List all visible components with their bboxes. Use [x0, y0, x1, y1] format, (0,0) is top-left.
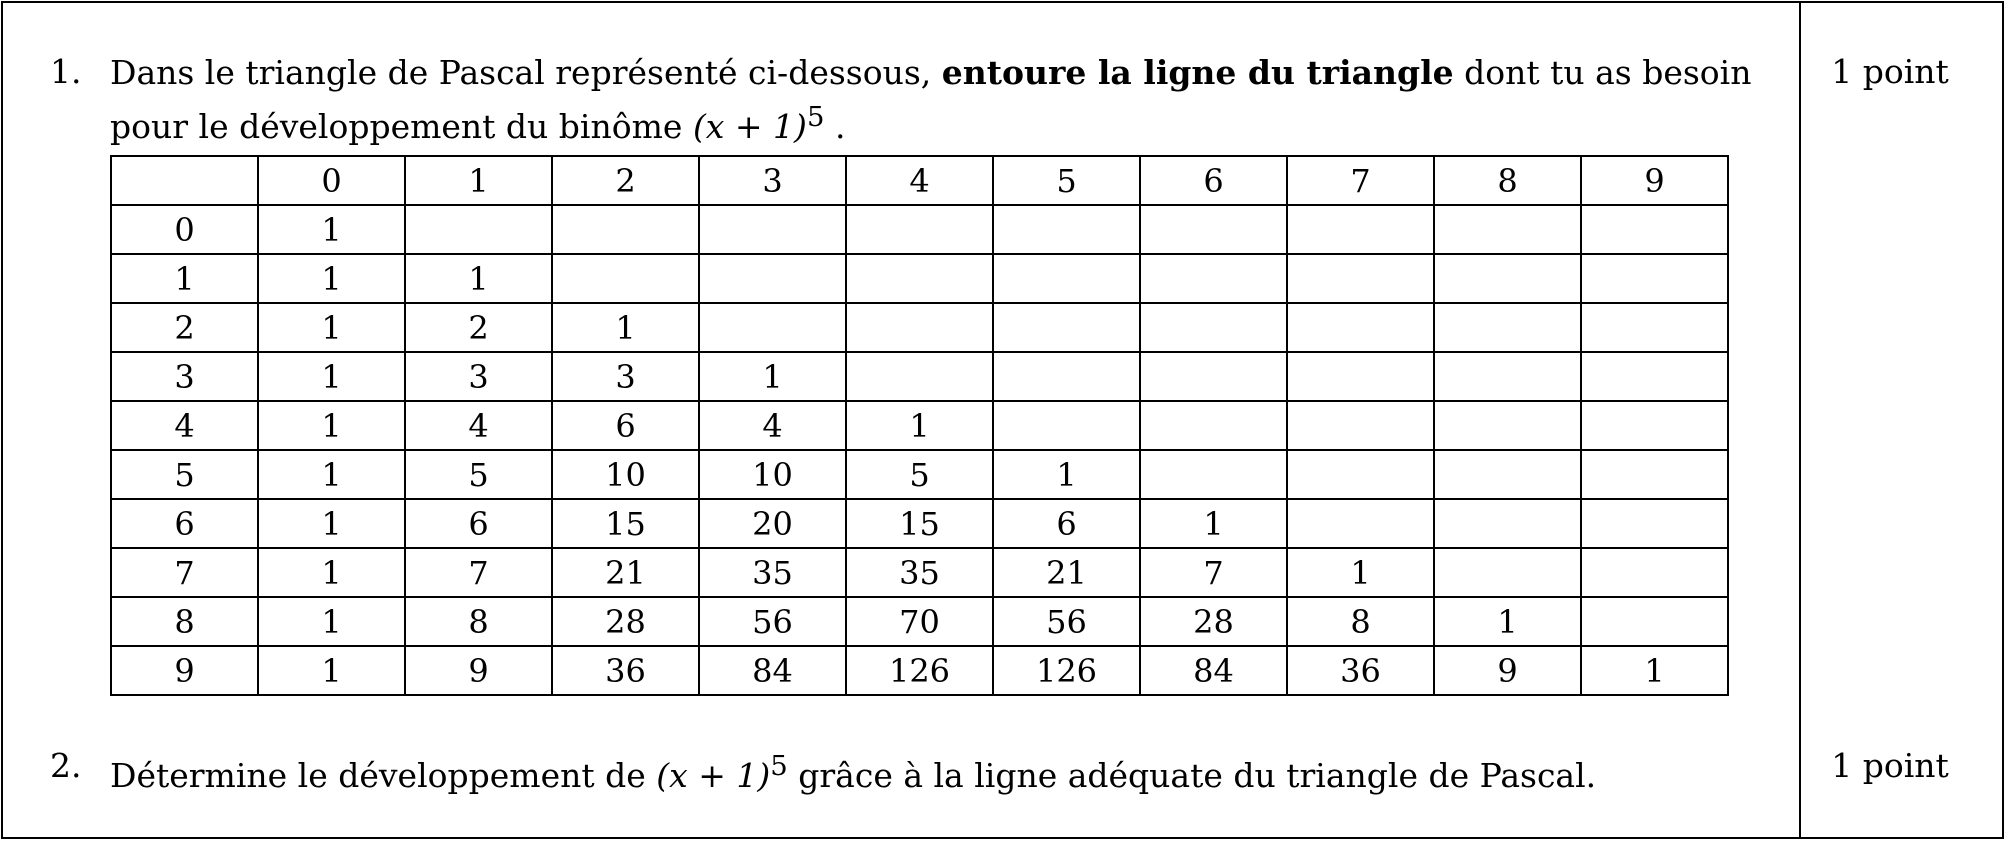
table-cell: 70 — [846, 597, 993, 646]
table-cell: 8 — [405, 597, 552, 646]
table-cell — [1140, 450, 1287, 499]
table-cell — [993, 352, 1140, 401]
table-cell: 6 — [405, 499, 552, 548]
table-cell — [1287, 352, 1434, 401]
column-header-cell: 2 — [552, 156, 699, 205]
question-1-binomial: (x + 1) — [692, 107, 807, 146]
table-cell: 7 — [405, 548, 552, 597]
table-cell: 3 — [552, 352, 699, 401]
table-cell: 4 — [699, 401, 846, 450]
question-2-number: 2. — [50, 746, 82, 785]
question-2-exponent: 5 — [770, 750, 788, 782]
table-cell: 21 — [993, 548, 1140, 597]
row-header-cell: 6 — [111, 499, 258, 548]
table-cell: 1 — [1287, 548, 1434, 597]
table-cell — [1581, 303, 1728, 352]
table-cell — [1140, 254, 1287, 303]
question-2-text-part2: grâce à la ligne adéquate du triangle de Pascal. — [798, 756, 1597, 795]
table-cell: 1 — [258, 254, 405, 303]
table-cell — [1581, 254, 1728, 303]
table-cell: 1 — [258, 646, 405, 695]
question-1-period: . — [834, 107, 846, 146]
row-header-cell: 3 — [111, 352, 258, 401]
table-cell: 2 — [405, 303, 552, 352]
column-header-cell: 1 — [405, 156, 552, 205]
table-cell: 6 — [993, 499, 1140, 548]
table-cell: 84 — [1140, 646, 1287, 695]
table-row[interactable] — [111, 352, 1728, 401]
table-cell: 126 — [993, 646, 1140, 695]
table-cell: 56 — [993, 597, 1140, 646]
table-cell: 9 — [1434, 646, 1581, 695]
question-1-points: 1 point — [1831, 52, 1949, 91]
table-cell: 7 — [1140, 548, 1287, 597]
table-cell: 20 — [699, 499, 846, 548]
question-2-binomial: (x + 1) — [656, 756, 771, 795]
question-1-number: 1. — [50, 52, 82, 91]
table-cell — [1434, 401, 1581, 450]
column-header-cell: 0 — [258, 156, 405, 205]
table-cell — [993, 303, 1140, 352]
table-cell — [699, 254, 846, 303]
table-cell — [1434, 205, 1581, 254]
column-header-cell: 6 — [1140, 156, 1287, 205]
table-cell — [1434, 450, 1581, 499]
table-cell: 1 — [1140, 499, 1287, 548]
table-cell — [1434, 303, 1581, 352]
table-cell — [1581, 450, 1728, 499]
question-1-text-part1: Dans le triangle de Pascal représenté ci-dessous, — [110, 53, 932, 92]
table-cell — [1140, 303, 1287, 352]
table-cell — [1287, 499, 1434, 548]
column-header-cell: 8 — [1434, 156, 1581, 205]
table-cell — [993, 205, 1140, 254]
table-cell — [1581, 401, 1728, 450]
table-row[interactable] — [111, 205, 1728, 254]
table-cell: 21 — [552, 548, 699, 597]
table-cell — [1581, 597, 1728, 646]
table-cell — [846, 352, 993, 401]
table-cell: 1 — [699, 352, 846, 401]
column-header-cell: 9 — [1581, 156, 1728, 205]
table-cell — [552, 254, 699, 303]
column-header-cell: 7 — [1287, 156, 1434, 205]
table-cell — [1287, 450, 1434, 499]
row-header-cell: 4 — [111, 401, 258, 450]
table-cell — [1140, 401, 1287, 450]
table-cell: 126 — [846, 646, 993, 695]
table-cell: 4 — [405, 401, 552, 450]
table-cell: 8 — [1287, 597, 1434, 646]
question-1-bold-instruction: entoure la ligne du triangle — [941, 53, 1454, 92]
table-cell: 36 — [552, 646, 699, 695]
table-cell: 1 — [258, 352, 405, 401]
question-1-exponent: 5 — [806, 101, 825, 133]
question-1-text — [110, 50, 1780, 149]
table-cell: 35 — [699, 548, 846, 597]
table-row[interactable] — [111, 548, 1728, 597]
row-header-cell: 8 — [111, 597, 258, 646]
column-header-cell: 5 — [993, 156, 1140, 205]
table-cell: 5 — [846, 450, 993, 499]
table-row[interactable] — [111, 254, 1728, 303]
row-header-cell: 2 — [111, 303, 258, 352]
table-row[interactable] — [111, 401, 1728, 450]
table-cell: 36 — [1287, 646, 1434, 695]
table-cell — [846, 303, 993, 352]
table-cell — [846, 205, 993, 254]
table-cell: 1 — [258, 450, 405, 499]
table-cell — [405, 205, 552, 254]
table-cell: 6 — [552, 401, 699, 450]
table-cell — [552, 205, 699, 254]
row-header-cell: 5 — [111, 450, 258, 499]
table-row[interactable] — [111, 597, 1728, 646]
question-2-text-part1: Détermine le développement de — [110, 756, 646, 795]
column-header-cell: 4 — [846, 156, 993, 205]
table-cell — [1434, 499, 1581, 548]
pascal-triangle-table — [110, 155, 1729, 696]
table-cell: 56 — [699, 597, 846, 646]
table-row[interactable] — [111, 646, 1728, 695]
table-cell — [1140, 352, 1287, 401]
table-cell: 15 — [552, 499, 699, 548]
table-cell: 10 — [699, 450, 846, 499]
table-cell: 5 — [405, 450, 552, 499]
table-cell — [1581, 499, 1728, 548]
table-cell: 1 — [258, 205, 405, 254]
table-cell: 1 — [258, 597, 405, 646]
question-2-points: 1 point — [1831, 746, 1949, 785]
table-cell — [1434, 548, 1581, 597]
table-cell: 1 — [258, 401, 405, 450]
column-header-cell — [111, 156, 258, 205]
table-cell — [1434, 254, 1581, 303]
pascal-table-body — [111, 156, 1728, 695]
table-cell: 15 — [846, 499, 993, 548]
table-cell: 1 — [846, 401, 993, 450]
table-cell: 28 — [552, 597, 699, 646]
table-cell: 1 — [993, 450, 1140, 499]
row-header-cell: 9 — [111, 646, 258, 695]
table-cell: 3 — [405, 352, 552, 401]
table-cell: 1 — [258, 499, 405, 548]
table-cell — [1581, 205, 1728, 254]
row-header-cell: 1 — [111, 254, 258, 303]
table-cell — [699, 303, 846, 352]
table-cell — [1287, 205, 1434, 254]
table-cell: 35 — [846, 548, 993, 597]
table-cell — [1581, 548, 1728, 597]
table-cell: 9 — [405, 646, 552, 695]
question-1-text-part2: dont tu as besoin pour le développement du binôme — [110, 53, 1752, 146]
table-cell — [1581, 352, 1728, 401]
points-column-divider — [1799, 1, 1801, 839]
table-cell — [993, 254, 1140, 303]
table-cell — [1434, 352, 1581, 401]
table-header-row — [111, 156, 1728, 205]
table-cell — [1287, 303, 1434, 352]
table-cell: 10 — [552, 450, 699, 499]
table-cell — [1287, 254, 1434, 303]
table-row[interactable] — [111, 303, 1728, 352]
table-cell — [993, 401, 1140, 450]
table-cell: 1 — [1434, 597, 1581, 646]
question-2-text — [110, 744, 1780, 798]
table-cell: 1 — [1581, 646, 1728, 695]
table-cell — [699, 205, 846, 254]
table-row[interactable] — [111, 499, 1728, 548]
table-cell — [1287, 401, 1434, 450]
row-header-cell: 0 — [111, 205, 258, 254]
table-cell: 84 — [699, 646, 846, 695]
table-cell: 1 — [258, 303, 405, 352]
table-cell — [846, 254, 993, 303]
table-cell: 28 — [1140, 597, 1287, 646]
row-header-cell: 7 — [111, 548, 258, 597]
table-cell — [1140, 205, 1287, 254]
column-header-cell: 3 — [699, 156, 846, 205]
table-cell: 1 — [405, 254, 552, 303]
table-cell: 1 — [552, 303, 699, 352]
table-cell: 1 — [258, 548, 405, 597]
table-row[interactable] — [111, 450, 1728, 499]
